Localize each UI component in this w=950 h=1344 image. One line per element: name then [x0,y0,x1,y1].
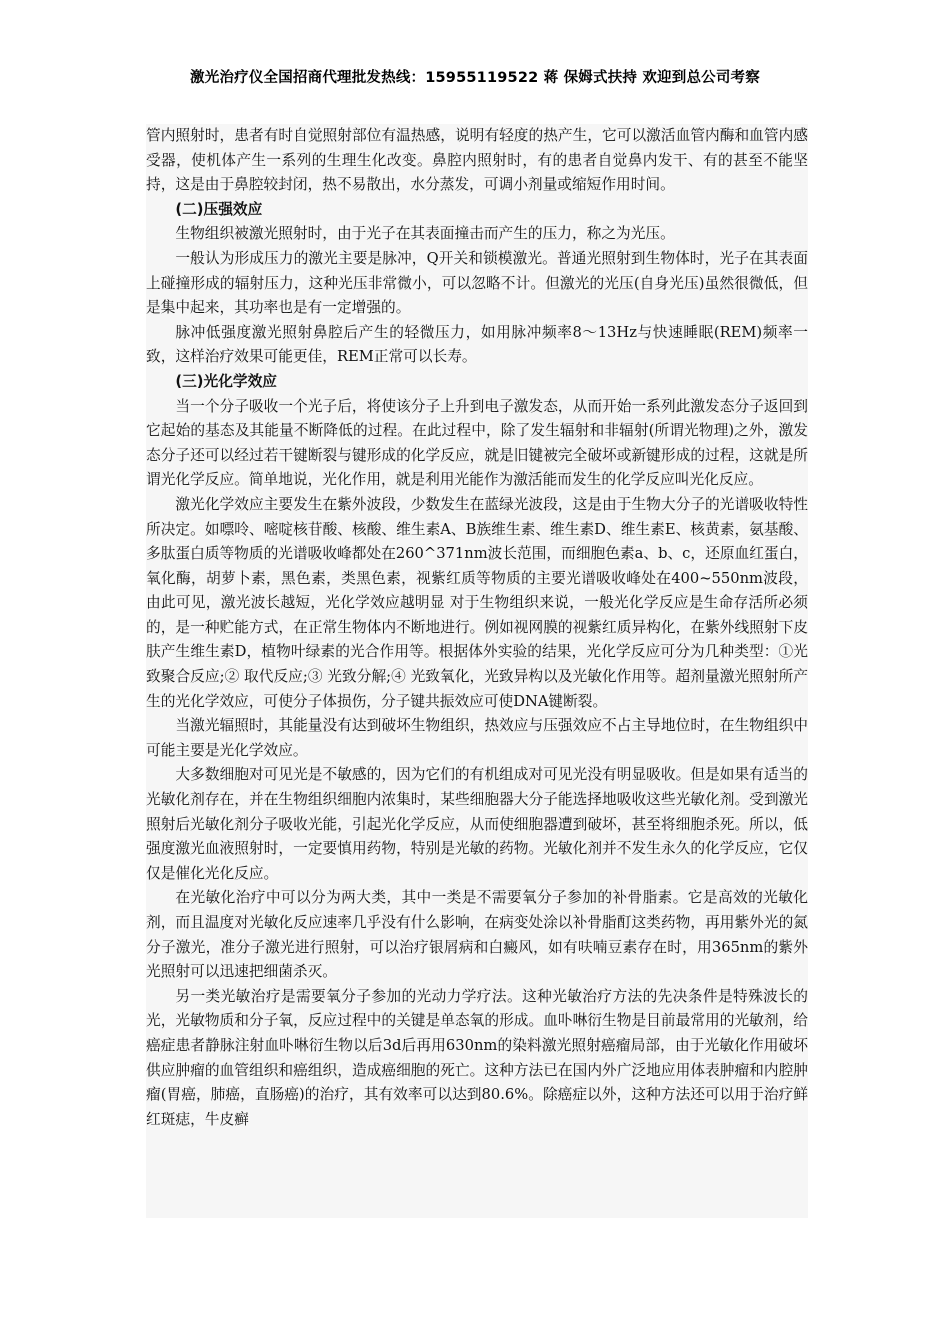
paragraph-psoralen-therapy: 在光敏化治疗中可以分为两大类，其中一类是不需要氧分子参加的补骨脂素。它是高效的光敏化剂，而且温度对光敏化反应速率几乎没有什么影响，在病变处涂以补骨脂酊这类药物，再用紫外光的氮分子激光，准分子激光进行照射，可以治疗银屑病和白癜风，如有呋喃豆素存在时，用365nm的紫外光照射可以迅速把细菌杀灭。 [146,889,808,981]
paragraph-pulse-laser-pressure: 一般认为形成压力的激光主要是脉冲，Q开关和锁模激光。普通光照射到生物体时，光子在其表面上碰撞形成的辐射压力，这种光压非常微小，可以忽略不计。但激光的光压(自身光压)虽然很微低，但是集中起来，其功率也是有一定增强的。 [146,249,808,317]
section-heading-pressure-effect: (二)压强效应 [175,200,263,218]
section-heading-photochemical-effect: (三)光化学效应 [175,372,277,390]
paragraph-pulse-frequency-rem: 脉冲低强度激光照射鼻腔后产生的轻微压力，如用脉冲频率8～13Hz与快速睡眠(REM)频率一致，这样治疗效果可能更佳，REM正常可以长寿。 [146,323,808,366]
paragraph-photosensitizer: 大多数细胞对可见光是不敏感的，因为它们的有机组成对可见光没有明显吸收。但是如果有适当的光敏化剂存在，并在生物组织细胞内浓集时，某些细胞器大分子能选择地吸收这些光敏化剂。受到激光照射后光敏化剂分子吸收光能，引起光化学反应，从而使细胞器遭到破坏，甚至将细胞杀死。所以，低强度激光血液照射时，一定要慎用药物，特别是光敏的药物。光敏化剂并不发生永久的化学反应，它仅仅是催化光化反应。 [146,766,808,882]
document-body [146,124,808,1218]
paragraph-thermal-continued: 管内照射时，患者有时自觉照射部位有温热感，说明有轻度的热产生，它可以激活血管内酶和血管内感受器，使机体产生一系列的生理生化改变。鼻腔内照射时，有的患者自觉鼻内发干、有的甚至不能坚持，这是由于鼻腔较封闭，热不易散出，水分蒸发，可调小剂量或缩短作用时间。 [146,127,808,194]
paragraph-dominant-photochemical: 当激光辐照时，其能量没有达到破坏生物组织，热效应与压强效应不占主导地位时，在生物组织中可能主要是光化学效应。 [146,717,808,759]
paragraph-photodynamic-therapy: 另一类光敏治疗是需要氧分子参加的光动力学疗法。这种光敏治疗方法的先决条件是特殊波长的光，光敏物质和分子氧，反应过程中的关键是单态氧的形成。血卟啉衍生物是目前最常用的光敏剂，给癌症患者静脉注射血卟啉衍生物以后3d后再用630nm的染料激光照射癌瘤局部，由于光敏化作用破坏供应肿瘤的血管组织和癌组织，造成癌细胞的死亡。这种方法已在国内外广泛地应用体表肿瘤和内腔肿瘤(胃癌，肺癌，直肠癌)的治疗，其有效率可以达到80.6%。除癌症以外，这种方法还可以用于治疗鲜红斑痣，牛皮癣 [146,987,808,1128]
paragraph-absorption-spectra: 激光化学效应主要发生在紫外波段，少数发生在蓝绿光波段，这是由于生物大分子的光谱吸收特性所决定。如嘌呤、嘧啶核苷酸、核酸、维生素A、B族维生素、维生素D、维生素E、核黄素，氨基酸、多肽蛋白质等物质的光谱吸收峰都处在260^371nm波长范围，而细胞色素a、b、c，还原血红蛋白，氧化酶，胡萝卜素，黑色素，类黑色素，视紫红质等物质的主要光谱吸收峰处在400~550nm波段，由此可见，激光波长越短，光化学效应越明显 对于生物组织来说，一般光化学反应是生命存活所必须的，是一种贮能方式，在正常生物体内不断地进行。例如视网膜的视紫红质异构化，在紫外线照射下皮肤产生维生素D，植物叶绿素的光合作用等。根据体外实验的结果，光化学反应可分为几种类型：①光致聚合反应;② 取代反应;③ 光致分解;④ 光致氧化，光致异构以及光敏化作用等。超剂量激光照射所产生的光化学效应，可使分子体损伤，分子键共振效应可使DNA键断裂。 [146,495,808,710]
hotline-header: 激光治疗仪全国招商代理批发热线：15955119522 蒋 保姆式扶持 欢迎到总公司考察 [190,70,760,86]
paragraph-photochemical-definition: 当一个分子吸收一个光子后，将使该分子上升到电子激发态，从而开始一系列此激发态分子返回到它起始的基态及其能量不断降低的过程。在此过程中，除了发生辐射和非辐射(所谓光物理)之外，激发态分子还可以经过若干键断裂与键形成的化学反应，就是旧键被完全破坏或新键形成的过程，这就是所谓光化学反应。简单地说，光化作用，就是利用光能作为激活能而发生的化学反应叫光化反应。 [146,397,808,489]
paragraph-light-pressure-definition: 生物组织被激光照射时，由于光子在其表面撞击而产生的压力，称之为光压。 [175,225,675,243]
